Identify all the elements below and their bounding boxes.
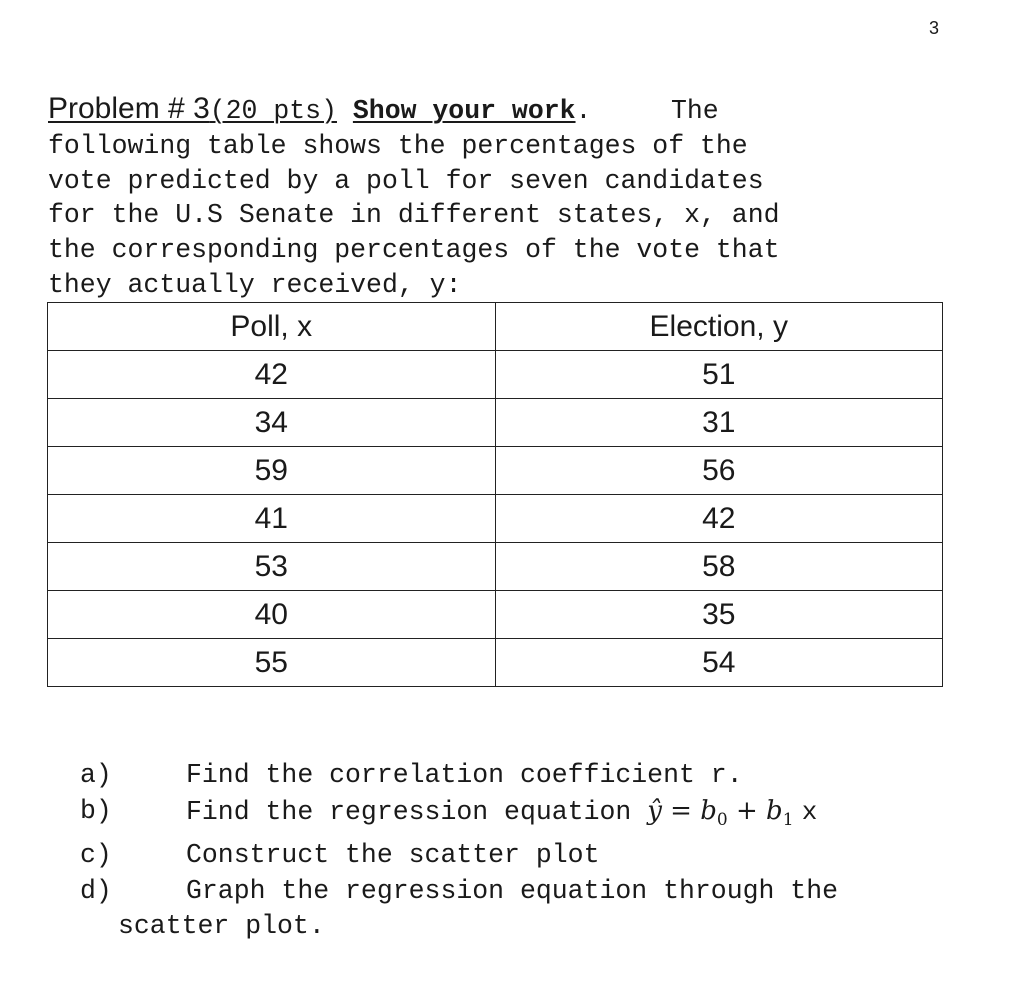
poll-cell: 59 xyxy=(48,447,496,495)
question-letter: a) xyxy=(80,760,112,790)
table-row xyxy=(48,351,943,399)
election-cell: 56 xyxy=(495,447,943,495)
question-text: Find the correlation coefficient r. xyxy=(186,760,743,790)
intro-line-3: vote predicted by a poll for seven candidates xyxy=(48,165,764,196)
b0-subscript: 0 xyxy=(716,809,728,830)
election-cell: 54 xyxy=(495,639,943,687)
intro-line-6: they actually received, y: xyxy=(48,269,462,300)
equals-sign: = xyxy=(670,795,692,826)
intro-line-4: for the U.S Senate in different states, x, and xyxy=(48,200,780,231)
table-header-row xyxy=(48,303,943,351)
election-cell: 35 xyxy=(495,591,943,639)
data-table xyxy=(47,302,943,687)
poll-cell: 34 xyxy=(48,399,496,447)
poll-cell: 41 xyxy=(48,495,496,543)
table-row xyxy=(48,639,943,687)
question-letter: d) xyxy=(80,875,112,906)
table-row xyxy=(48,543,943,591)
table-row xyxy=(48,591,943,639)
poll-cell: 42 xyxy=(48,351,496,399)
poll-cell: 55 xyxy=(48,639,496,687)
poll-cell: 40 xyxy=(48,591,496,639)
election-cell: 58 xyxy=(495,543,943,591)
question-d-continuation: scatter plot. xyxy=(118,911,325,941)
table-row xyxy=(48,399,943,447)
table-row xyxy=(48,495,943,543)
b1-symbol: b xyxy=(766,795,783,826)
election-cell: 42 xyxy=(495,495,943,543)
problem-statement xyxy=(48,92,908,303)
question-list xyxy=(80,758,980,945)
y-hat-symbol: ŷ xyxy=(647,795,662,826)
b0-symbol: b xyxy=(700,795,717,826)
regression-equation xyxy=(647,795,818,830)
show-work-label: Show your work xyxy=(352,96,576,126)
question-d xyxy=(80,874,980,910)
question-text xyxy=(186,794,817,839)
column-header-election: Election, y xyxy=(495,303,943,351)
question-a xyxy=(80,758,980,794)
question-letter: b) xyxy=(80,795,112,826)
poll-cell: 53 xyxy=(48,543,496,591)
intro-line-1-tail: The xyxy=(591,96,719,126)
page-number: 3 xyxy=(929,18,940,38)
question-text: Construct the scatter plot xyxy=(186,840,600,870)
x-variable: x xyxy=(801,796,818,827)
column-header-poll: Poll, x xyxy=(48,303,496,351)
problem-heading: Problem # 3 xyxy=(48,92,210,125)
intro-line-5: the corresponding percentages of the vote that xyxy=(48,235,780,266)
plus-sign: + xyxy=(735,795,758,826)
question-b xyxy=(80,794,980,839)
b1-subscript: 1 xyxy=(782,809,794,830)
election-cell: 31 xyxy=(495,399,943,447)
question-text-prefix: Find the regression equation xyxy=(186,796,648,827)
intro-line-2: following table shows the percentages of the xyxy=(48,130,748,161)
table-row xyxy=(48,447,943,495)
show-work-period: . xyxy=(575,96,592,126)
election-cell: 51 xyxy=(495,351,943,399)
question-text: Graph the regression equation through the xyxy=(186,875,839,906)
problem-points: (20 pts) xyxy=(209,96,337,126)
question-c xyxy=(80,838,980,874)
question-letter: c) xyxy=(80,840,112,870)
